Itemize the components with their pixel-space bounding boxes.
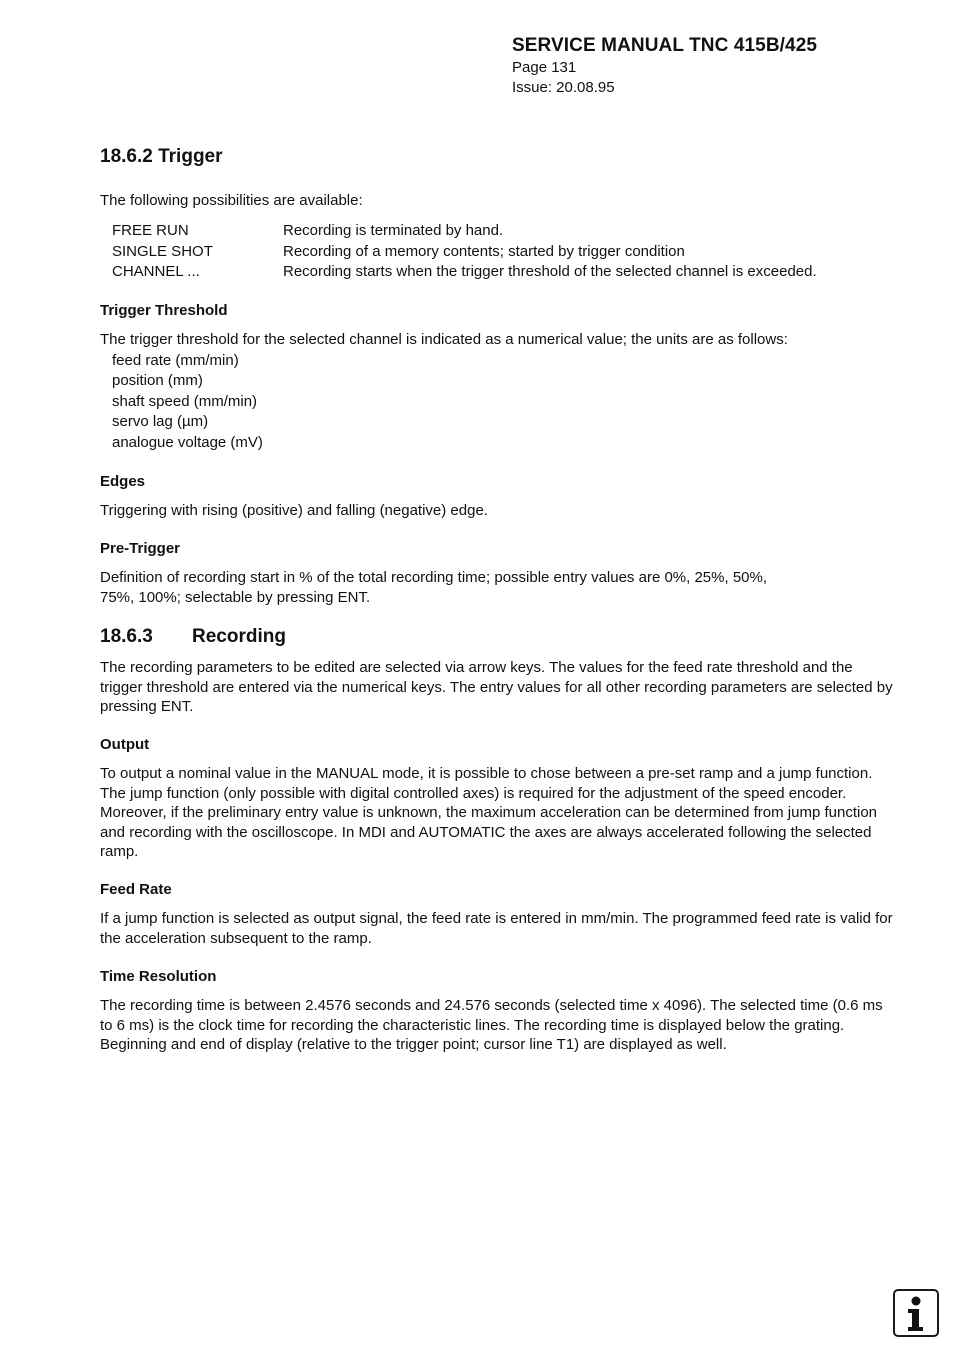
document-title: SERVICE MANUAL TNC 415B/425 bbox=[512, 35, 818, 56]
info-icon bbox=[893, 1289, 939, 1337]
option-description: Recording starts when the trigger threshold of the selected channel is exceeded. bbox=[283, 263, 817, 280]
unit-item: analogue voltage (mV) bbox=[112, 434, 263, 451]
option-term: SINGLE SHOT bbox=[112, 243, 213, 260]
time-resolution-text: The recording time is between 2.4576 seconds and 24.576 seconds (selected time x 4096). The selected time (0.6 ms to 6 ms) is the clock time for recording the characteristic lines. The recording time is displayed below the grating. Beginning and end of display (relative to the trigger point; cursor line T1) are displayed as well. bbox=[100, 997, 883, 1053]
unit-item: shaft speed (mm/min) bbox=[112, 393, 258, 410]
threshold-text: The trigger threshold for the selected channel is indicated as a numerical value; the units are as follows: bbox=[100, 331, 788, 348]
section-number-recording: 18.6.3 bbox=[100, 626, 153, 647]
feed-rate-text: If a jump function is selected as output signal, the feed rate is entered in mm/min. The programmed feed rate is valid for the acceleration subsequent to the ramp. bbox=[100, 910, 893, 947]
recording-text: The recording parameters to be edited are selected via arrow keys. The values for the feed rate threshold and the trigger threshold are entered via the numerical keys. The entry values for all other recording parameters are selected by pressing ENT. bbox=[100, 659, 893, 715]
unit-item: position (mm) bbox=[112, 372, 203, 389]
subheading-feed-rate: Feed Rate bbox=[100, 881, 172, 898]
option-description: Recording is terminated by hand. bbox=[283, 222, 504, 239]
option-description: Recording of a memory contents; started by trigger condition bbox=[283, 243, 685, 260]
edges-text: Triggering with rising (positive) and falling (negative) edge. bbox=[100, 502, 488, 519]
pre-trigger-text-line: 75%, 100%; selectable by pressing ENT. bbox=[100, 589, 371, 606]
trigger-intro: The following possibilities are available: bbox=[100, 192, 363, 209]
section-heading-trigger: 18.6.2 Trigger bbox=[100, 146, 223, 167]
subheading-output: Output bbox=[100, 736, 150, 753]
page-number: Page 131 bbox=[512, 59, 577, 76]
issue-date: Issue: 20.08.95 bbox=[512, 79, 615, 96]
unit-item: feed rate (mm/min) bbox=[112, 352, 239, 369]
option-term: FREE RUN bbox=[112, 222, 189, 239]
subheading-trigger-threshold: Trigger Threshold bbox=[100, 302, 228, 319]
subheading-time-resolution: Time Resolution bbox=[100, 968, 217, 985]
section-heading-recording: Recording bbox=[192, 626, 286, 647]
output-text: To output a nominal value in the MANUAL mode, it is possible to chose between a pre-set ramp and a jump function. The jump function (only possible with digital controlled axes) is required for the adjustment of the speed encoder. Moreover, if the preliminary entry value is unknown, the maximum acceleration can be determined from jump function and recording with the oscilloscope. In MDI and AUTOMATIC the axes are always accelerated following the selected ramp. bbox=[100, 765, 878, 860]
option-term: CHANNEL ... bbox=[112, 263, 200, 280]
subheading-pre-trigger: Pre-Trigger bbox=[100, 540, 181, 557]
subheading-edges: Edges bbox=[100, 473, 146, 490]
pre-trigger-text-line: Definition of recording start in % of the total recording time; possible entry values are 0%, 25%, 50%, bbox=[100, 569, 768, 586]
unit-item: servo lag (µm) bbox=[112, 413, 209, 430]
